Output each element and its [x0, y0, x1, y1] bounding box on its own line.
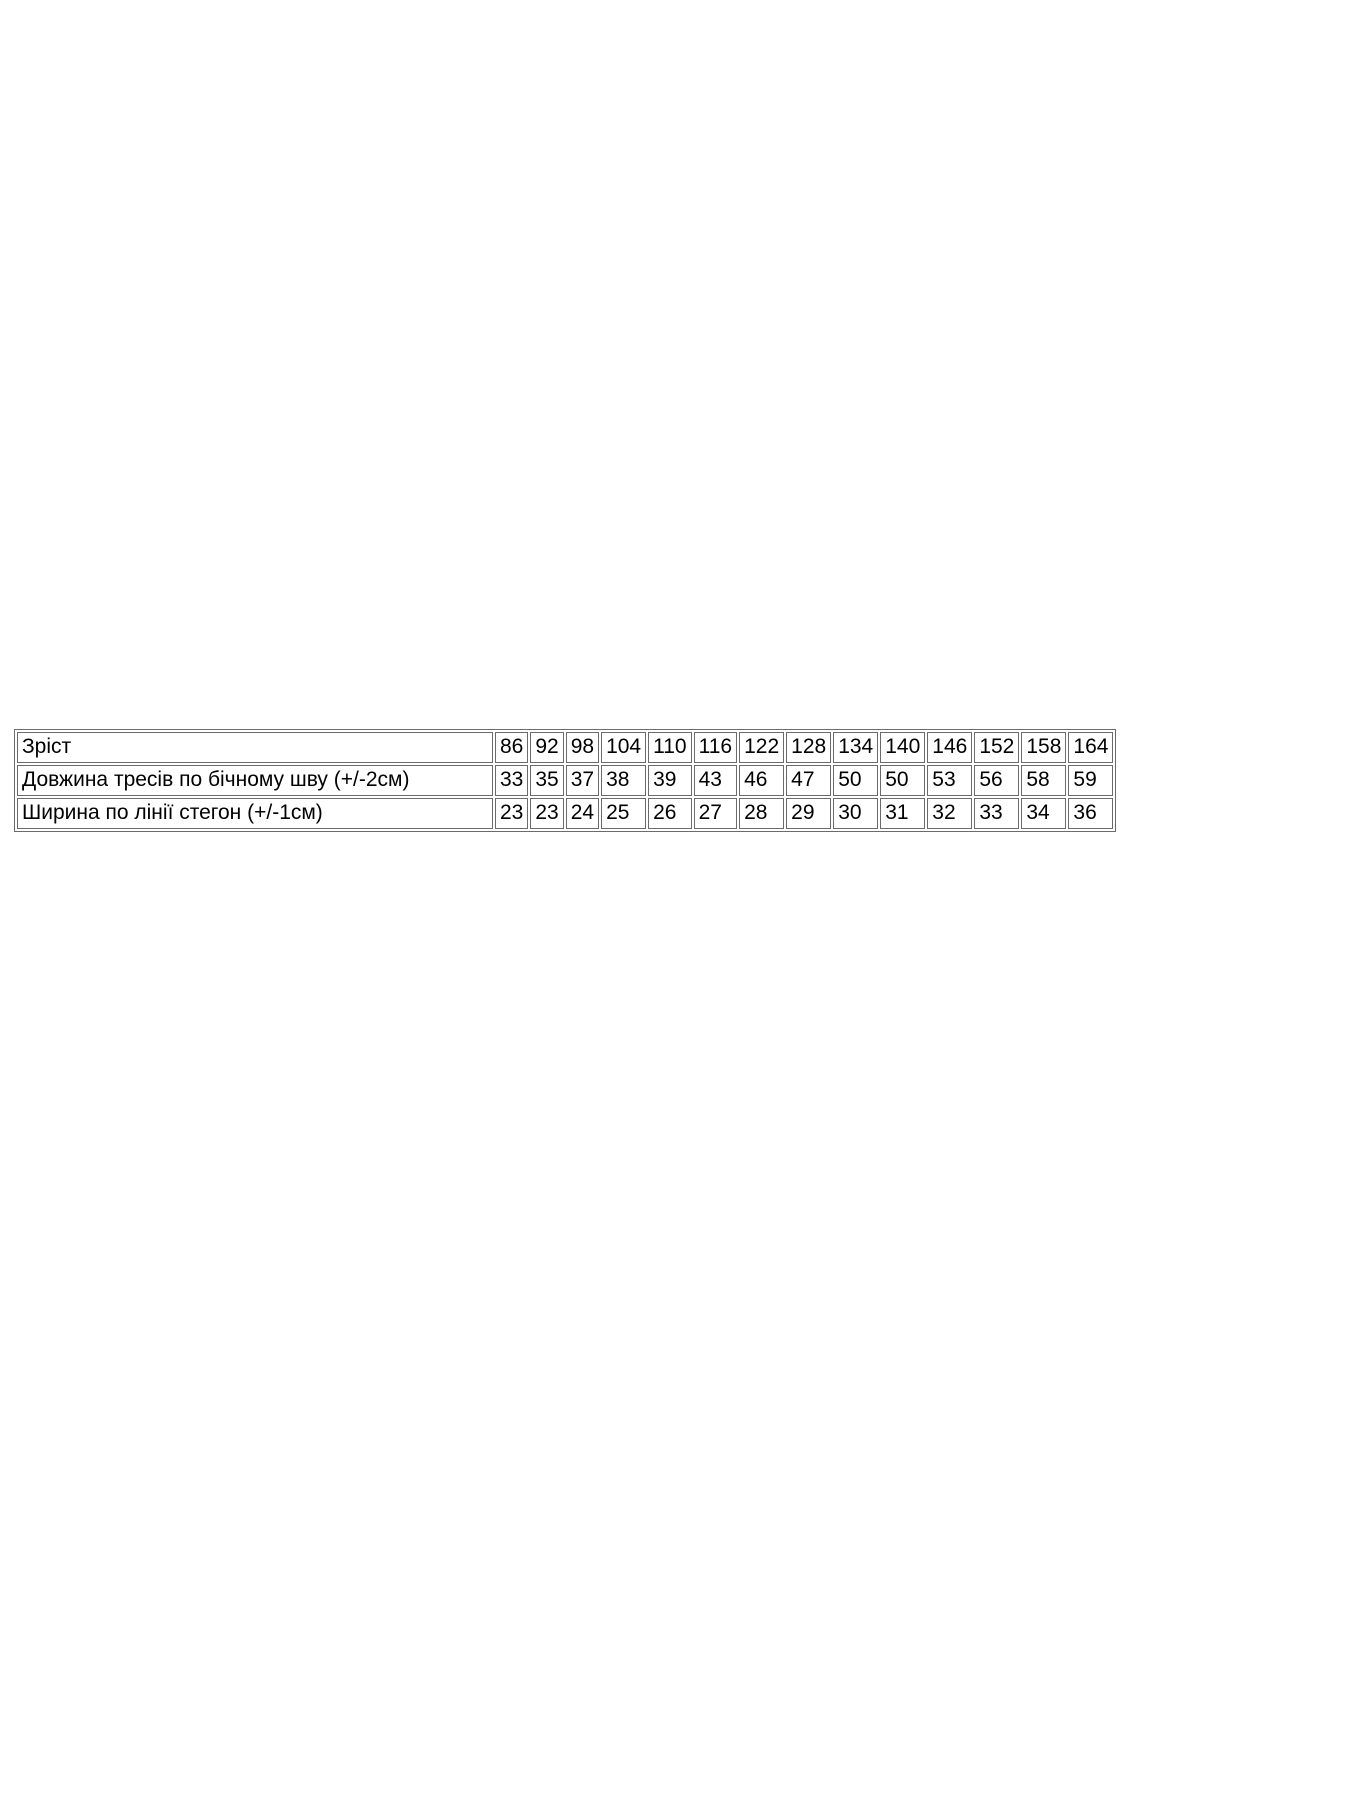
row-value: 50 [880, 765, 925, 796]
row-value: 23 [530, 798, 563, 829]
row-value: 37 [566, 765, 599, 796]
row-value: 50 [833, 765, 878, 796]
row-value: 122 [739, 732, 784, 763]
row-value: 47 [786, 765, 831, 796]
row-value: 35 [530, 765, 563, 796]
row-value: 25 [601, 798, 646, 829]
row-value: 86 [495, 732, 528, 763]
row-value: 158 [1021, 732, 1066, 763]
row-value: 140 [880, 732, 925, 763]
row-value: 104 [601, 732, 646, 763]
row-value: 38 [601, 765, 646, 796]
table-row [17, 798, 1113, 829]
row-value: 59 [1068, 765, 1113, 796]
row-value: 29 [786, 798, 831, 829]
row-label: Ширина по лінії стегон (+/-1см) [17, 798, 493, 829]
row-value: 36 [1068, 798, 1113, 829]
row-value: 24 [566, 798, 599, 829]
row-value: 53 [927, 765, 972, 796]
row-value: 56 [974, 765, 1019, 796]
row-value: 27 [694, 798, 737, 829]
row-label: Довжина тресів по бічному шву (+/-2см) [17, 765, 493, 796]
row-value: 23 [495, 798, 528, 829]
row-value: 26 [648, 798, 691, 829]
row-value: 134 [833, 732, 878, 763]
row-label: Зріст [17, 732, 493, 763]
row-value: 58 [1021, 765, 1066, 796]
row-value: 98 [566, 732, 599, 763]
row-value: 128 [786, 732, 831, 763]
row-value: 116 [694, 732, 737, 763]
row-value: 46 [739, 765, 784, 796]
row-value: 43 [694, 765, 737, 796]
size-chart-body [17, 732, 1113, 829]
row-value: 34 [1021, 798, 1066, 829]
row-value: 110 [648, 732, 691, 763]
size-chart-table [14, 729, 1116, 832]
row-value: 164 [1068, 732, 1113, 763]
row-value: 152 [974, 732, 1019, 763]
row-value: 28 [739, 798, 784, 829]
row-value: 31 [880, 798, 925, 829]
table-row [17, 765, 1113, 796]
row-value: 146 [927, 732, 972, 763]
row-value: 32 [927, 798, 972, 829]
row-value: 30 [833, 798, 878, 829]
row-value: 39 [648, 765, 691, 796]
row-value: 33 [974, 798, 1019, 829]
table-row [17, 732, 1113, 763]
size-chart-container [14, 729, 1116, 832]
row-value: 33 [495, 765, 528, 796]
row-value: 92 [530, 732, 563, 763]
